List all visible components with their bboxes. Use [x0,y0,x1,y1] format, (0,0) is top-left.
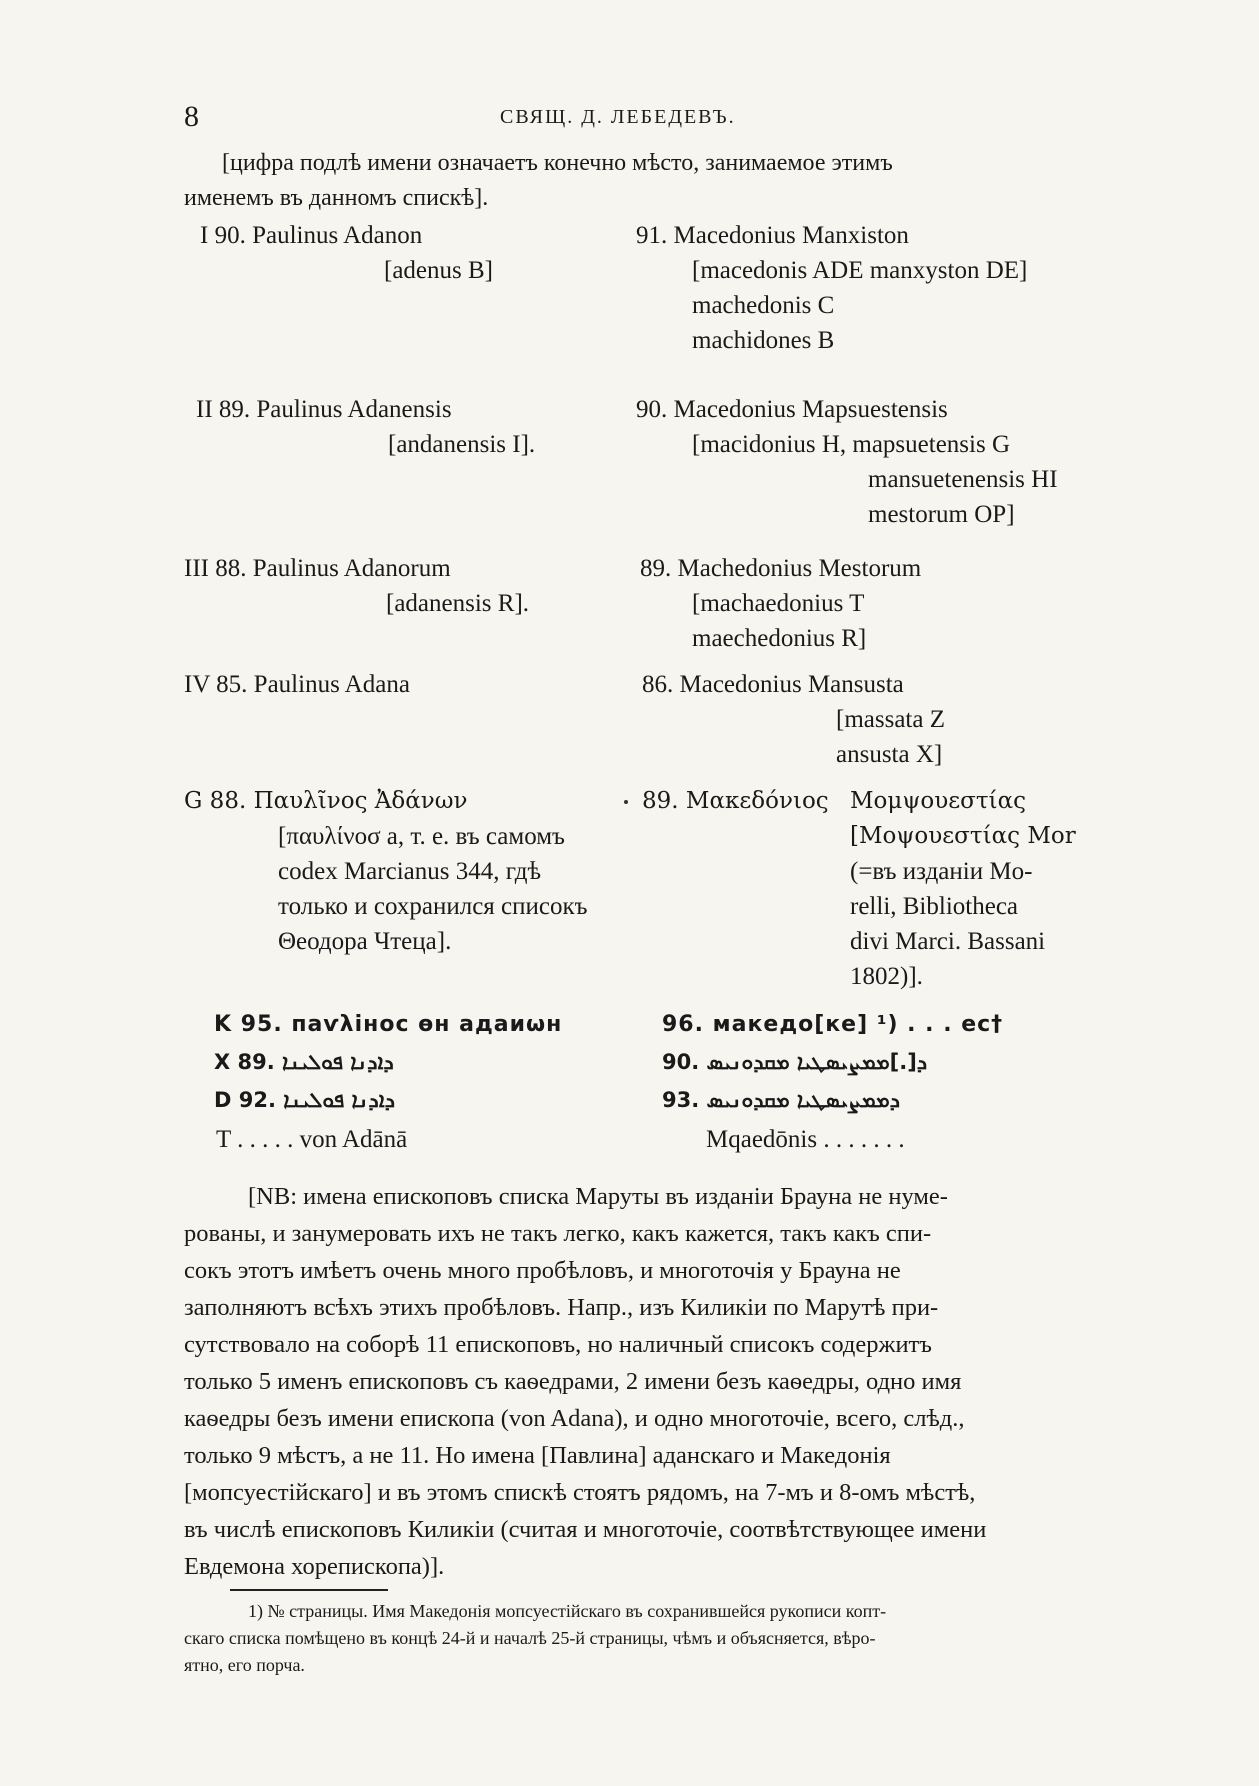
nb-line: [NB: имена епископовъ списка Маруты въ изданіи Брауна не нуме- [248,1183,948,1210]
nb-line: только 5 именъ епископовъ съ каѳедрами, 2 имени безъ каѳедры, одно имя [184,1368,962,1395]
intro-line: именемъ въ данномъ спискѣ]. [184,185,489,211]
right-line: mansuetenensis HI [868,466,1058,493]
intro-line: [цифра подлѣ имени означаетъ конечно мѣсто, занимаемое этимъ [222,150,893,176]
left-line: [adenus B] [384,257,493,284]
right-line: maechedonius R] [692,625,867,652]
footnote-line: скаго списка помѣщено въ концѣ 24-й и началѣ 25-й страницы, чѣмъ и объясняется, вѣро- [184,1628,876,1648]
version-x-right: 90. ܕ[.]ܡܡܨܝܣܛܝܐ ܡܩܕܘܢܝܣ [662,1050,928,1074]
right-line: mestorum OP] [868,501,1015,528]
version-k-right: 96. македо[ке] ¹) . . . ес† [662,1012,1004,1037]
right-line: ansusta X] [836,741,943,768]
version-k-left: K 95. паѵλінос ѳн адаиѡн [214,1012,563,1037]
right-line: 89. Machedonius Mestorum [640,555,922,582]
nb-line: сокъ этотъ имѣетъ очень много пробѣловъ, и многоточія у Брауна не [184,1257,901,1284]
nb-line: въ числѣ епископовъ Киликіи (считая и многоточіе, соотвѣтствующее имени [184,1516,987,1543]
left-line: только и сохранился списокъ [278,893,588,920]
nb-line: рованы, и занумеровать ихъ не такъ легко, какъ кажется, такъ какъ спи- [184,1220,932,1247]
left-line: G 88. Παυλῖνος Ἀδάνων [184,788,468,814]
right-line: (=въ изданіи Mo- [850,858,1033,885]
nb-line: сутствовало на соборѣ 11 епископовъ, но наличный списокъ содержитъ [184,1331,932,1358]
version-x-left: X 89. ܕܐܕܢܐ ܦܘܠܝܢܐ [214,1050,394,1074]
right-line: machidones B [692,327,835,354]
right-line: [massata Z [836,706,945,733]
nb-line: заполняютъ всѣхъ этихъ пробѣловъ. Напр., изъ Киликіи по Марутѣ при- [184,1294,939,1321]
right-line: relli, Bibliotheca [850,893,1019,920]
right-line: [Μοψουεστίας Mor [850,823,1076,849]
right-line: [machaedonius T [692,590,865,617]
left-line: III 88. Paulinus Adanorum [184,555,451,582]
left-line: [adanensis R]. [386,590,530,617]
right-line: 91. Macedonius Manxiston [636,222,909,249]
version-d-left: D 92. ܕܐܕܢܐ ܦܘܠܝܢܐ [214,1088,396,1112]
right-line: [macedonis ADE manxyston DE] [692,257,1028,284]
footnote-rule [230,1589,388,1591]
running-head: СВЯЩ. Д. ЛЕБЕДЕВЪ. [500,106,736,128]
left-line: [παυλίνοσ a, т. е. въ самомъ [278,823,565,850]
footnote-line: 1) № страницы. Имя Македонія мопсуестійскаго въ сохранившейся рукописи копт- [248,1601,887,1621]
nb-line: каѳедры безъ имени епископа (von Adana), и одно многоточіе, всего, слѣд., [184,1405,965,1432]
left-line: [andanensis I]. [388,431,536,458]
right-line: 86. Macedonius Mansusta [642,671,904,698]
nb-line: [мопсуестійскаго] и въ этомъ спискѣ стоятъ рядомъ, на 7-мъ и 8-омъ мѣстѣ, [184,1479,976,1506]
left-line: IV 85. Paulinus Adana [184,671,410,698]
nb-line: только 9 мѣстъ, а не 11. Но имена [Павлина] аданскаго и Македонія [184,1442,891,1469]
page-number: 8 [184,100,199,133]
right-line: 1802)]. [850,963,923,990]
right-line: divi Marci. Bassani [850,928,1046,955]
right-line: [macidonius H, mapsuetensis G [692,431,1011,458]
version-t-right: Mqaedōnis . . . . . . . [706,1126,905,1153]
right-line: machedonis C [692,292,835,319]
right-line: 90. Macedonius Mapsuestensis [636,396,948,423]
left-line: II 89. Paulinus Adanensis [196,396,452,423]
left-line: I 90. Paulinus Adanon [200,222,423,249]
nb-line: Евдемона хорепископа)]. [184,1553,445,1580]
version-d-right: 93. ܕܡܡܨܝܣܛܝܐ ܡܩܕܘܢܝܣ [662,1088,901,1112]
version-t-left: T . . . . . von Adānā [216,1126,408,1153]
left-line: Θеодора Чтеца]. [278,928,452,955]
right-line: 89. Μακεδόνιος [642,788,829,814]
left-line: codex Marcianus 344, гдѣ [278,858,542,885]
right-line: Μομψουεστίας [850,788,1026,814]
footnote-line: ятно, его порча. [184,1655,305,1675]
print-speck [624,800,628,804]
